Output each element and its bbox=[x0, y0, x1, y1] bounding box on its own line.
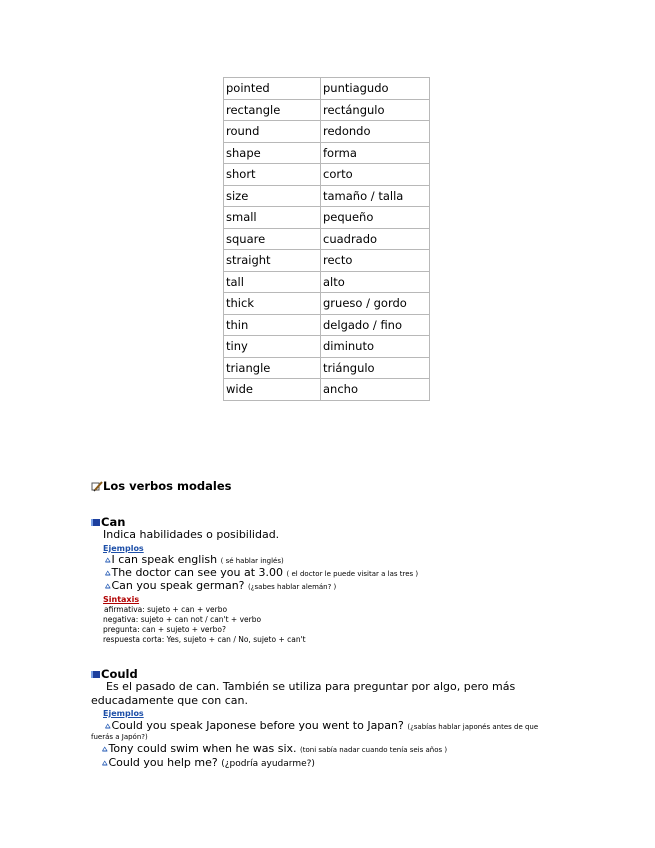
english-term: size bbox=[224, 185, 321, 207]
could-example-3 bbox=[102, 756, 315, 769]
table-row bbox=[224, 185, 430, 207]
example-text: Could you speak Japonese before you went to Japan? bbox=[111, 719, 404, 732]
english-term: thick bbox=[224, 293, 321, 315]
syntax-line: respuesta corta: Yes, sujeto + can / No, sujeto + can't bbox=[103, 635, 306, 644]
table-row bbox=[224, 228, 430, 250]
spanish-term: grueso / gordo bbox=[321, 293, 430, 315]
example-text: Tony could swim when he was six. bbox=[108, 742, 297, 755]
english-term: square bbox=[224, 228, 321, 250]
arrow-icon: ⩠ bbox=[105, 722, 111, 732]
can-examples-link[interactable]: Ejemplos bbox=[103, 544, 144, 553]
section-heading bbox=[91, 479, 232, 493]
english-term: small bbox=[224, 207, 321, 229]
example-note: (¿sabías hablar japonés antes de que bbox=[407, 723, 539, 731]
spanish-term: rectángulo bbox=[321, 99, 430, 121]
example-note: ( sé hablar inglés) bbox=[220, 557, 284, 565]
spanish-term: puntiagudo bbox=[321, 78, 430, 100]
could-example-2 bbox=[102, 742, 447, 755]
syntax-line: negativa: sujeto + can not / can't + verbo bbox=[103, 615, 262, 624]
table-row bbox=[224, 164, 430, 186]
vocabulary-table bbox=[223, 77, 430, 401]
table-row bbox=[224, 293, 430, 315]
arrow-icon: ⩠ bbox=[102, 745, 108, 755]
english-term: round bbox=[224, 121, 321, 143]
can-title: Can bbox=[101, 515, 126, 529]
english-term: tiny bbox=[224, 336, 321, 358]
could-examples-link[interactable]: Ejemplos bbox=[103, 709, 144, 718]
english-term: rectangle bbox=[224, 99, 321, 121]
example-text: I can speak english bbox=[111, 553, 218, 566]
table-row bbox=[224, 250, 430, 272]
english-term: straight bbox=[224, 250, 321, 272]
could-intro-line2: educadamente que con can. bbox=[91, 694, 248, 707]
english-term: wide bbox=[224, 379, 321, 401]
english-term: pointed bbox=[224, 78, 321, 100]
spanish-term: diminuto bbox=[321, 336, 430, 358]
could-example-1 bbox=[105, 719, 538, 732]
can-intro: Indica habilidades o posibilidad. bbox=[103, 528, 280, 541]
example-note: (¿podría ayudarme?) bbox=[221, 759, 315, 769]
english-term: shape bbox=[224, 142, 321, 164]
table-row bbox=[224, 142, 430, 164]
table-row bbox=[224, 379, 430, 401]
syntax-line: afirmativa: sujeto + can + verbo bbox=[104, 605, 228, 614]
table-row bbox=[224, 121, 430, 143]
table-row bbox=[224, 314, 430, 336]
example-text: Could you help me? bbox=[108, 756, 218, 769]
table-row bbox=[224, 336, 430, 358]
arrow-icon: ⩠ bbox=[105, 582, 111, 592]
pencil-icon bbox=[91, 481, 103, 492]
can-example-3 bbox=[105, 579, 336, 592]
spanish-term: alto bbox=[321, 271, 430, 293]
table-row bbox=[224, 271, 430, 293]
table-row bbox=[224, 357, 430, 379]
can-example-2 bbox=[105, 566, 418, 579]
english-term: triangle bbox=[224, 357, 321, 379]
can-syntax-link[interactable]: Sintaxis bbox=[103, 595, 140, 604]
example-note: (¿sabes hablar alemán? ) bbox=[248, 583, 337, 591]
english-term: thin bbox=[224, 314, 321, 336]
square-bullet-icon bbox=[91, 519, 100, 526]
example-text: The doctor can see you at 3.00 bbox=[111, 566, 284, 579]
spanish-term: redondo bbox=[321, 121, 430, 143]
syntax-line: pregunta: can + sujeto + verbo? bbox=[103, 625, 226, 634]
spanish-term: recto bbox=[321, 250, 430, 272]
example-note: ( el doctor le puede visitar a las tres ) bbox=[286, 570, 419, 578]
english-term: short bbox=[224, 164, 321, 186]
section-title: Los verbos modales bbox=[103, 479, 232, 493]
spanish-term: ancho bbox=[321, 379, 430, 401]
spanish-term: cuadrado bbox=[321, 228, 430, 250]
table-row bbox=[224, 78, 430, 100]
could-heading bbox=[91, 667, 138, 681]
can-example-1 bbox=[105, 553, 284, 566]
square-bullet-icon bbox=[91, 671, 100, 678]
table-row bbox=[224, 207, 430, 229]
table-row bbox=[224, 99, 430, 121]
can-heading bbox=[91, 515, 125, 529]
spanish-term: corto bbox=[321, 164, 430, 186]
spanish-term: pequeño bbox=[321, 207, 430, 229]
spanish-term: triángulo bbox=[321, 357, 430, 379]
example-text: Can you speak german? bbox=[111, 579, 245, 592]
arrow-icon: ⩠ bbox=[102, 759, 108, 769]
spanish-term: tamaño / talla bbox=[321, 185, 430, 207]
spanish-term: delgado / fino bbox=[321, 314, 430, 336]
could-title: Could bbox=[101, 667, 138, 681]
spanish-term: forma bbox=[321, 142, 430, 164]
arrow-icon: ⩠ bbox=[105, 569, 111, 579]
example-note: (toni sabía nadar cuando tenía seis años ) bbox=[300, 746, 448, 754]
arrow-icon: ⩠ bbox=[105, 556, 111, 566]
example-note-continued: fuerás a Japón?) bbox=[91, 733, 148, 741]
english-term: tall bbox=[224, 271, 321, 293]
could-intro-line1: Es el pasado de can. También se utiliza para preguntar por algo, pero más bbox=[106, 680, 516, 693]
